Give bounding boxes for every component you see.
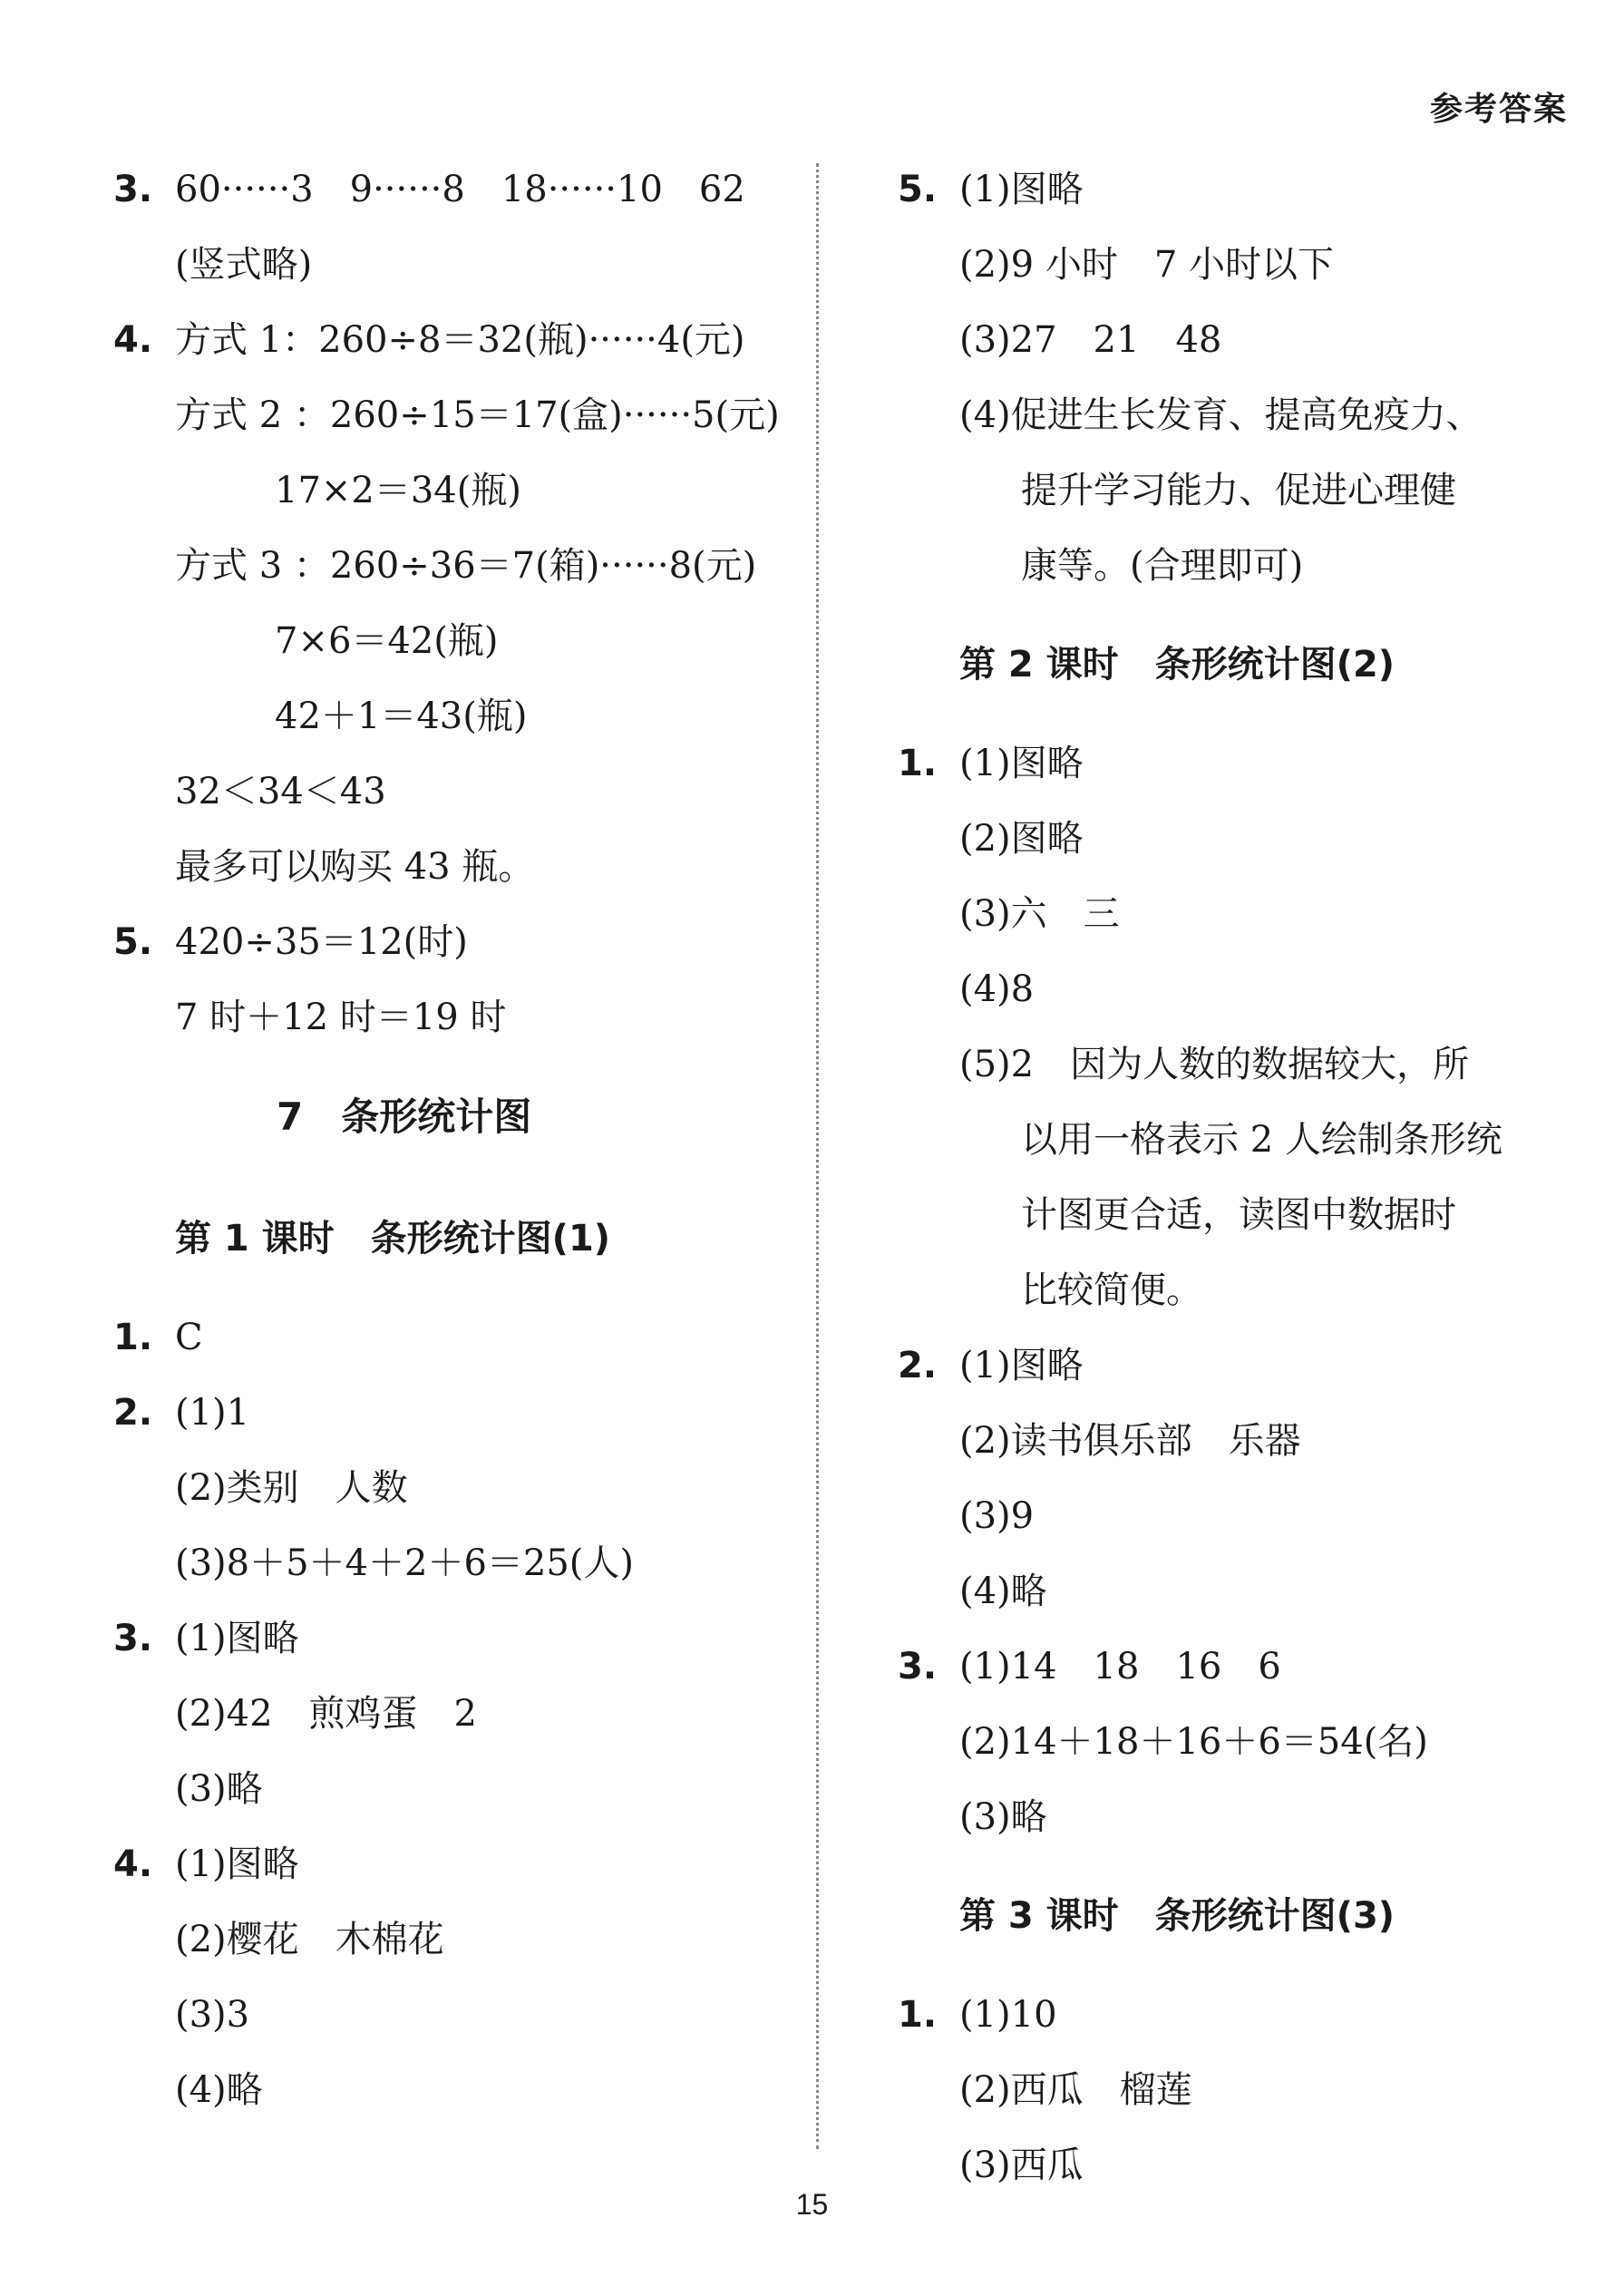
answer-line (113, 604, 802, 679)
answer-line (113, 303, 802, 378)
answer-text: 420÷35＝12(时) (175, 921, 468, 963)
answer-line (113, 754, 802, 830)
answer-line (113, 679, 802, 754)
page-header-title: 参考答案 (1429, 91, 1568, 128)
answer-line (113, 1601, 802, 1677)
answer-line (898, 1705, 1551, 1780)
answer-text: (2)14＋18＋16＋6＝54(名) (959, 1721, 1428, 1763)
answer-text: 7×6＝42(瓶) (275, 620, 499, 662)
question-number: 5. (113, 921, 153, 963)
right-column (898, 152, 1551, 2203)
question-number: 5. (898, 169, 938, 210)
answer-line (898, 1554, 1551, 1629)
answer-text: 方式 3 ：260÷36＝7(箱)······8(元) (175, 545, 757, 587)
answer-line (113, 830, 802, 905)
answer-line (898, 1027, 1551, 1103)
answer-text: (1)14 18 16 6 (959, 1646, 1281, 1688)
question-number: 3. (898, 1646, 938, 1688)
lesson-title: 第 2 课时 条形统计图(2) (959, 644, 1395, 686)
answer-text: (2)类别 人数 (175, 1467, 408, 1509)
answer-text: 最多可以购买 43 瓶。 (175, 846, 535, 888)
answer-line (113, 1827, 802, 1902)
answer-text: 32＜34＜43 (175, 771, 386, 812)
answer-text: 以用一格表示 2 人绘制条形统 (1021, 1119, 1502, 1161)
answer-text: 17×2＝34(瓶) (275, 470, 521, 511)
answer-text: 比较简便。 (1021, 1269, 1202, 1311)
answer-text: 康等。(合理即可) (1021, 545, 1304, 587)
answer-line (898, 802, 1551, 877)
answer-text: (3)六 三 (959, 893, 1120, 935)
answer-text: (3)8＋5＋4＋2＋6＝25(人) (175, 1542, 635, 1584)
answer-text: (1)图略 (959, 743, 1084, 784)
answer-text: 计图更合适，读图中数据时 (1021, 1194, 1456, 1236)
answer-text: (3)3 (175, 1994, 250, 2036)
answer-text: (3)27 21 48 (959, 319, 1222, 361)
answer-text: (2)樱花 木棉花 (175, 1919, 444, 1960)
answer-text: (2)读书俱乐部 乐器 (959, 1420, 1301, 1462)
answer-line (898, 1780, 1551, 1855)
left-column (113, 152, 802, 2128)
answer-text: (1)图略 (175, 1843, 299, 1885)
answer-line (898, 303, 1551, 378)
answer-line (113, 228, 802, 303)
answer-line (898, 952, 1551, 1027)
answer-line (898, 1103, 1551, 1178)
question-number: 2. (113, 1392, 153, 1434)
answer-line (898, 877, 1551, 952)
question-number: 1. (113, 1317, 153, 1358)
answer-line (113, 1451, 802, 1526)
answer-line (113, 1300, 802, 1376)
answer-line (113, 1677, 802, 1752)
answer-text: (1)1 (175, 1392, 250, 1434)
question-number: 3. (113, 169, 153, 210)
answer-line (898, 2053, 1551, 2128)
answer-line (898, 453, 1551, 529)
answer-text: (3)略 (959, 1796, 1047, 1838)
answer-text: (2)42 煎鸡蛋 2 (175, 1693, 478, 1735)
lesson-title: 第 3 课时 条形统计图(3) (959, 1895, 1395, 1937)
answer-line (113, 1526, 802, 1601)
answer-text: (2)9 小时 7 小时以下 (959, 244, 1334, 286)
answer-text: (2)西瓜 榴莲 (959, 2069, 1192, 2111)
answer-text: C (175, 1317, 203, 1358)
answer-line (898, 1978, 1551, 2053)
question-number: 3. (113, 1618, 153, 1659)
column-divider (816, 163, 819, 2149)
answer-text: (1)图略 (175, 1618, 299, 1659)
answer-line (898, 529, 1551, 604)
answer-text: 方式 2 ：260÷15＝17(盒)······5(元) (175, 394, 780, 436)
answer-text: (4)略 (959, 1571, 1047, 1612)
answer-line (113, 905, 802, 980)
section-title: 7 条形统计图 (277, 1094, 532, 1139)
answer-text: 60······3 9······8 18······10 62 (175, 169, 745, 210)
answer-line (898, 1253, 1551, 1328)
page-number: 15 (795, 2188, 829, 2221)
answer-line (113, 1752, 802, 1827)
answer-text: 方式 1：260÷8＝32(瓶)······4(元) (175, 319, 745, 361)
answer-line (113, 980, 802, 1055)
answer-text: (4)促进生长发育、提高免疫力、 (959, 394, 1483, 436)
answer-line (898, 1404, 1551, 1479)
answer-text: (1)10 (959, 1994, 1057, 2036)
answer-text: 7 时＋12 时＝19 时 (175, 997, 507, 1038)
answer-line (113, 378, 802, 453)
answer-line (898, 152, 1551, 228)
answer-line (898, 1178, 1551, 1253)
question-number: 4. (113, 1843, 153, 1885)
answer-text: (1)图略 (959, 169, 1084, 210)
answer-line (898, 1629, 1551, 1705)
answer-line (898, 228, 1551, 303)
answer-line (113, 1902, 802, 1978)
answer-text: (5)2 因为人数的数据较大，所 (959, 1044, 1470, 1085)
answer-line (113, 529, 802, 604)
answer-text: (4)略 (175, 2069, 263, 2111)
lesson-title: 第 1 课时 条形统计图(1) (175, 1218, 611, 1260)
answer-line (898, 1328, 1551, 1404)
question-number: 2. (898, 1345, 938, 1386)
answer-text: (1)图略 (959, 1345, 1084, 1386)
answer-line (113, 1376, 802, 1451)
answer-text: 提升学习能力、促进心理健 (1021, 470, 1456, 511)
answer-text: (4)8 (959, 968, 1035, 1010)
answer-line (113, 453, 802, 529)
answer-text: (3)9 (959, 1495, 1035, 1537)
answer-line (898, 726, 1551, 802)
answer-text: (2)图略 (959, 818, 1084, 860)
question-number: 1. (898, 743, 938, 784)
answer-line (898, 1479, 1551, 1554)
answer-line (113, 152, 802, 228)
answer-line (113, 1978, 802, 2053)
answer-text: 42＋1＝43(瓶) (275, 695, 528, 737)
answer-text: (竖式略) (175, 244, 313, 286)
answer-text: (3)西瓜 (959, 2145, 1084, 2186)
answer-text: (3)略 (175, 1768, 263, 1810)
answer-line (898, 378, 1551, 453)
answer-line (113, 2053, 802, 2128)
question-number: 1. (898, 1994, 938, 2036)
question-number: 4. (113, 319, 153, 361)
